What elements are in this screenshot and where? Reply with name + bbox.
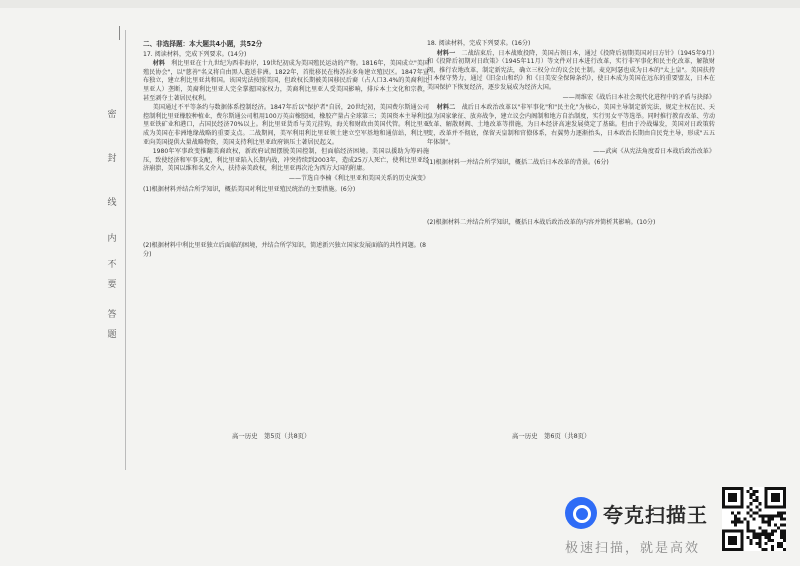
binding-char: 线 [107, 198, 117, 208]
material-1-text: 二战结束后，日本战败投降，美国占领日本，通过《投降后初期美国对日方针》（1945年9月）和《投降后初期对日政策》（1945年11月）等文件对日本进行改革，实行非军事化和民主化改革，解散财阀，推行农地改革，制定新宪法，确立三权分立的议会民主制。麦克阿瑟也成为日本的"太上皇"。美国扶持日本保守势力，通过《旧金山和约》和《日美安全保障条约》，使日本成为美国在远东的重要盟友，日本在美国保护下恢复经济，逐步发展成为经济大国。 [427, 49, 716, 91]
watermark-title: 夸克扫描王 [603, 503, 708, 527]
binding-margin [95, 12, 133, 467]
material-2-text: 战后日本政治改革以"非军事化"和"民主化"为核心，美国主导制定新宪法，规定主权在民、天皇为国家象征、放弃战争，建立议会内阁制和地方自治制度，实行男女平等选举。同时推行教育改革、劳动改革、解散财阀、土地改革等措施，为日本经济高速发展奠定了基础。但由于冷战爆发，美国对日政策转变，改革并不彻底，保留天皇制和官僚体系，右翼势力逐渐抬头，日本政治长期由自民党主导，形成"五五年体制"。 [427, 104, 715, 146]
qr-code-icon [722, 487, 786, 551]
q17-subquestion-1: (1)根据材料并结合所学知识，概括美国对利比里亚殖民统治的主要措施。(6分) [143, 185, 356, 193]
q17-paragraph-1 [143, 60, 429, 103]
q17-paragraph-2: 美国通过不平等条约与数据体系控制经济。1847年后以"保护者"自居，20世纪初，美国费尔斯通公司控制利比里亚橡胶种植业，费尔斯通公司租用100万英亩橡胶园，橡胶产量占全球第三；美国资本主导利比里亚铁矿业和港口，占国民经济70%以上。利比里亚货币与美元挂钩，海关和财政由美国代管。利比里亚成为美国在非洲地缘战略的重要支点。二战期间，美军利用利比里亚领土建立空军基地和通信站，利比里亚向美国提供大量战略物资，美国支持利比里亚政府镇压土著居民起义。 [143, 104, 429, 146]
material-1 [427, 50, 715, 93]
binding-char: 密 [107, 110, 117, 120]
binding-tick [119, 26, 120, 40]
answer-space [427, 167, 715, 217]
q17-source: ——节选自李楠《利比里亚和美国关系的历史演变》 [288, 174, 429, 182]
question-18-header: 18. 阅读材料，完成下列要求。(16分) [427, 40, 531, 47]
q17-paragraph-3: 1980年军事政变推翻美裔政权，新政府试图摆脱美国控制，但面临经济困境。美国以援助为筹码施压，致使经济和军事支配，利比里亚陷入长期内战，冲突持续到2003年，造成25万人死亡，使利比里亚经济崩溃，美国以维和名义介入，扶持亲美政权，利比里亚再次沦为西方大国的附庸。 [143, 148, 429, 173]
binding-char: 不 [107, 260, 117, 270]
q17-subquestion-2: (2)根据材料中利比里亚独立后面临的困境，并结合所学知识，简述新兴独立国家发展面临的共性问题。(8分) [143, 242, 427, 258]
binding-char: 内 [107, 234, 117, 244]
material-1-source: ——周维宏《战后日本社会现代化进程中的矛盾与抉择》 [562, 93, 715, 101]
material-1-label: 材料一 [436, 49, 456, 57]
answer-space [143, 194, 429, 240]
page-footer-left: 高一历史 第5页（共8页） [232, 432, 311, 440]
material-2-label: 材料二 [436, 104, 456, 112]
binding-char: 答 [107, 310, 117, 320]
section-title: 二、非选择题：本大题共4小题，共52分 [143, 40, 263, 48]
scanner-watermark [565, 495, 725, 555]
q18-subquestion-2: (2)根据材料二并结合所学知识，概括日本战后政治改革的内容并简析其影响。(10分) [427, 219, 656, 227]
left-column [143, 40, 429, 259]
binding-char: 封 [107, 154, 117, 164]
scanner-logo-icon [565, 497, 597, 529]
scan-edge [0, 0, 800, 8]
material-2-source: ——武寅《从宪法角度看日本战后政治改革》 [593, 148, 715, 156]
binding-char: 题 [107, 330, 117, 340]
watermark-subtitle: 极速扫描，就是高效 [565, 541, 701, 556]
binding-char: 要 [107, 280, 117, 290]
right-column [427, 40, 715, 228]
material-2 [427, 104, 715, 147]
page-footer-right: 高一历史 第6页（共8页） [512, 432, 591, 440]
q18-subquestion-1: (1)根据材料一并结合所学知识，概括二战后日本改革的背景。(6分) [427, 158, 609, 166]
q17-paragraph-1-text: 利比里亚在十九世纪为西非海岸，19世纪初成为美国殖民运动的产物。1816年，美国成立"美国殖民协会"，以"慈善"名义将自由黑人遣送非洲。1822年，首批移民在梅苏拉多角建立殖民区。1847年宣布独立，建立利比里亚共和国。该国宪法按照美国，但政权长期被美国移民后裔（占人口3.4%的美裔利比里亚人）垄断，美裔利比里亚人完全掌握国家权力，美裔利比里亚人受美国影响，排斥本土文化和宗教，甚至剥夺土著居民权利。 [143, 60, 429, 102]
material-label: 材料 [152, 60, 165, 68]
binding-line [125, 30, 126, 470]
question-17-header: 17. 阅读材料，完成下列要求。(14分) [143, 50, 247, 58]
